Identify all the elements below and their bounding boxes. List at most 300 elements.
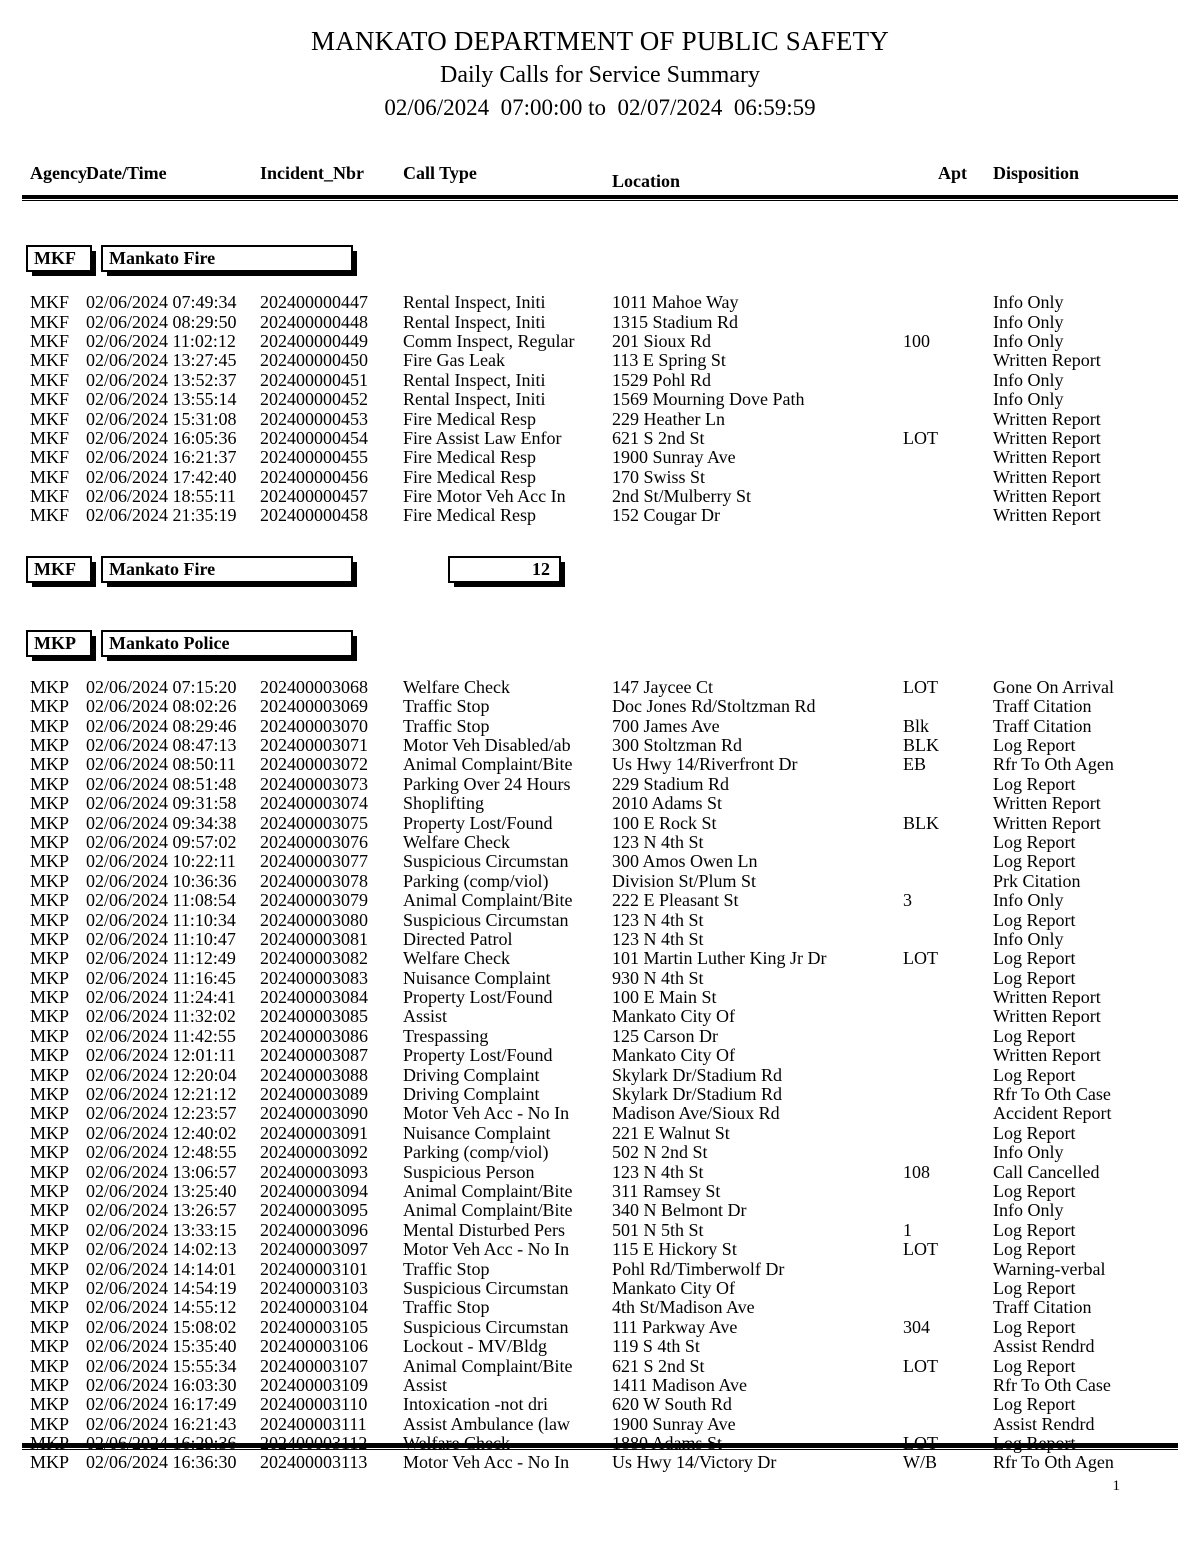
table-row (0, 949, 1200, 968)
cell-datetime: 02/06/2024 09:31:58 (86, 793, 237, 814)
cell-call-type: Fire Medical Resp (403, 466, 536, 487)
cell-incident-nbr: 202400000458 (260, 505, 368, 526)
cell-agency: MKP (30, 1336, 70, 1357)
cell-location: Mankato City Of (612, 1006, 735, 1027)
agency-groups (0, 245, 1200, 1473)
table-row (0, 332, 1200, 351)
cell-call-type: Fire Medical Resp (403, 447, 536, 468)
cell-disposition: Log Report (993, 735, 1076, 756)
cell-call-type: Property Lost/Found (403, 812, 553, 833)
cell-location: 115 E Hickory St (612, 1239, 737, 1260)
cell-disposition: Info Only (993, 369, 1064, 390)
table-row (0, 1453, 1200, 1472)
table-row (0, 313, 1200, 332)
cell-datetime: 02/06/2024 11:42:55 (86, 1025, 236, 1046)
cell-call-type: Property Lost/Found (403, 987, 553, 1008)
cell-datetime: 02/06/2024 17:42:40 (86, 466, 237, 487)
cell-location: 123 N 4th St (612, 928, 704, 949)
table-row (0, 1066, 1200, 1085)
cell-incident-nbr: 202400000455 (260, 447, 368, 468)
cell-datetime: 02/06/2024 11:08:54 (86, 890, 236, 911)
cell-datetime: 02/06/2024 07:15:20 (86, 676, 237, 697)
cell-incident-nbr: 202400003094 (260, 1181, 368, 1201)
cell-incident-nbr: 202400003090 (260, 1103, 368, 1124)
group-total-gap (0, 526, 1200, 556)
cell-disposition: Log Report (993, 1064, 1076, 1085)
cell-disposition: Written Report (993, 1006, 1101, 1027)
cell-incident-nbr: 202400003084 (260, 987, 368, 1008)
cell-agency: MKP (30, 870, 70, 891)
cell-disposition: Info Only (993, 928, 1064, 949)
cell-agency: MKF (30, 466, 70, 487)
cell-apt: 108 (903, 1161, 930, 1182)
table-row (0, 755, 1200, 774)
cell-call-type: Fire Motor Veh Acc In (403, 486, 566, 507)
group-total-name-badge: Mankato Fire (101, 556, 353, 583)
cell-location: Pohl Rd/Timberwolf Dr (612, 1258, 785, 1279)
cell-agency: MKF (30, 447, 70, 468)
cell-location: Mankato City Of (612, 1277, 735, 1298)
cell-location: 340 N Belmont Dr (612, 1200, 747, 1221)
cell-call-type: Welfare Check (403, 948, 510, 969)
report-date-range: 02/06/2024 07:00:00 to 02/07/2024 06:59:59 (384, 94, 816, 120)
table-row (0, 833, 1200, 852)
cell-agency: MKP (30, 1025, 70, 1046)
cell-location: Skylark Dr/Stadium Rd (612, 1064, 782, 1085)
cell-datetime: 02/06/2024 15:35:40 (86, 1336, 237, 1357)
cell-disposition: Log Report (993, 1122, 1076, 1143)
cell-disposition: Written Report (993, 812, 1101, 833)
cell-incident-nbr: 202400003081 (260, 928, 368, 949)
cell-apt: Blk (903, 715, 930, 736)
cell-disposition: Gone On Arrival (993, 676, 1114, 697)
table-row (0, 1298, 1200, 1317)
cell-call-type: Animal Complaint/Bite (403, 890, 573, 911)
cell-datetime: 02/06/2024 14:54:19 (86, 1277, 237, 1298)
cell-datetime: 02/06/2024 11:12:49 (86, 948, 236, 969)
table-row (0, 1104, 1200, 1123)
column-header-incident-nbr: Incident_Nbr (260, 163, 365, 184)
cell-call-type: Motor Veh Disabled/ab (403, 735, 571, 756)
cell-disposition: Info Only (993, 311, 1064, 332)
cell-agency: MKP (30, 1355, 70, 1376)
cell-location: Skylark Dr/Stadium Rd (612, 1084, 782, 1105)
table-row (0, 390, 1200, 409)
cell-disposition: Log Report (993, 773, 1076, 794)
cell-call-type: Animal Complaint/Bite (403, 1200, 573, 1221)
cell-datetime: 02/06/2024 16:36:30 (86, 1452, 237, 1473)
table-row (0, 1163, 1200, 1182)
cell-call-type: Rental Inspect, Initi (403, 292, 546, 313)
table-row (0, 1415, 1200, 1434)
cell-agency: MKP (30, 812, 70, 833)
cell-disposition: Written Report (993, 350, 1101, 371)
cell-agency: MKP (30, 754, 70, 775)
cell-call-type: Motor Veh Acc - No In (403, 1103, 570, 1124)
cell-call-type: Comm Inspect, Regular (403, 330, 575, 351)
cell-location: 170 Swiss St (612, 466, 706, 487)
cell-disposition: Log Report (993, 1433, 1076, 1454)
table-row (0, 1395, 1200, 1414)
cell-agency: MKP (30, 987, 70, 1008)
cell-datetime: 02/06/2024 13:06:57 (86, 1161, 237, 1182)
cell-apt: EB (903, 754, 927, 775)
cell-location: 125 Carson Dr (612, 1025, 718, 1046)
cell-location: 100 E Main St (612, 987, 717, 1008)
cell-incident-nbr: 202400000457 (260, 486, 368, 507)
table-row (0, 1240, 1200, 1259)
cell-disposition: Written Report (993, 505, 1101, 526)
cell-agency: MKP (30, 1413, 70, 1434)
cell-agency: MKP (30, 851, 70, 872)
cell-datetime: 02/06/2024 16:21:37 (86, 447, 237, 468)
cell-incident-nbr: 202400003068 (260, 676, 368, 697)
cell-agency: MKP (30, 1219, 70, 1240)
table-row (0, 410, 1200, 429)
table-row (0, 1085, 1200, 1104)
cell-location: Division St/Plum St (612, 870, 757, 891)
cell-call-type: Mental Disturbed Pers (403, 1219, 565, 1240)
cell-incident-nbr: 202400003085 (260, 1006, 368, 1027)
cell-agency: MKP (30, 676, 70, 697)
group-code-badge: MKF (26, 245, 92, 272)
column-header-datetime: Date/Time (86, 163, 167, 184)
cell-location: 620 W South Rd (612, 1394, 732, 1415)
cell-incident-nbr: 202400003092 (260, 1142, 368, 1163)
cell-datetime: 02/06/2024 15:31:08 (86, 408, 237, 429)
cell-datetime: 02/06/2024 13:52:37 (86, 369, 237, 390)
cell-location: Us Hwy 14/Riverfront Dr (612, 754, 798, 775)
cell-datetime: 02/06/2024 14:02:13 (86, 1239, 237, 1260)
cell-datetime: 02/06/2024 07:49:34 (86, 292, 237, 313)
cell-apt: 1 (903, 1219, 912, 1240)
cell-datetime: 02/06/2024 08:29:46 (86, 715, 237, 736)
cell-apt: LOT (903, 1239, 938, 1260)
cell-incident-nbr: 202400003079 (260, 890, 368, 911)
cell-datetime: 02/06/2024 14:55:12 (86, 1297, 237, 1318)
table-row (0, 1376, 1200, 1395)
report-title-block (0, 0, 1200, 121)
table-row (0, 1221, 1200, 1240)
page-number: 1 (1112, 1478, 1120, 1494)
cell-call-type: Parking Over 24 Hours (403, 773, 571, 794)
cell-disposition: Info Only (993, 1142, 1064, 1163)
cell-disposition: Log Report (993, 1277, 1076, 1298)
group-name-badge: Mankato Fire (101, 245, 353, 272)
footer-divider-rule (22, 1443, 1178, 1450)
cell-disposition: Written Report (993, 987, 1101, 1008)
cell-incident-nbr: 202400003113 (260, 1452, 368, 1473)
cell-disposition: Log Report (993, 1181, 1076, 1201)
cell-call-type: Motor Veh Acc - No In (403, 1239, 570, 1260)
cell-call-type: Driving Complaint (403, 1064, 540, 1085)
cell-agency: MKP (30, 696, 70, 717)
cell-agency: MKP (30, 1084, 70, 1105)
cell-agency: MKF (30, 330, 70, 351)
cell-incident-nbr: 202400003077 (260, 851, 368, 872)
cell-disposition: Traff Citation (993, 696, 1092, 717)
cell-agency: MKF (30, 292, 70, 313)
cell-disposition: Log Report (993, 1219, 1076, 1240)
cell-incident-nbr: 202400003071 (260, 735, 368, 756)
cell-datetime: 02/06/2024 09:34:38 (86, 812, 237, 833)
cell-call-type: Animal Complaint/Bite (403, 1181, 573, 1201)
cell-datetime: 02/06/2024 11:16:45 (86, 967, 236, 988)
column-header-apt: Apt (938, 163, 968, 184)
cell-apt: LOT (903, 948, 938, 969)
table-row (0, 678, 1200, 697)
cell-disposition: Assist Rendrd (993, 1413, 1095, 1434)
cell-apt: LOT (903, 427, 938, 448)
cell-agency: MKP (30, 890, 70, 911)
cell-location: Madison Ave/Sioux Rd (612, 1103, 780, 1124)
cell-disposition: Info Only (993, 292, 1064, 313)
cell-apt: BLK (903, 812, 939, 833)
cell-agency: MKF (30, 486, 70, 507)
cell-datetime: 02/06/2024 21:35:19 (86, 505, 237, 526)
cell-call-type: Suspicious Person (403, 1161, 535, 1182)
cell-location: 111 Parkway Ave (612, 1316, 738, 1337)
cell-apt: W/B (903, 1452, 937, 1473)
cell-incident-nbr: 202400003074 (260, 793, 368, 814)
cell-agency: MKP (30, 773, 70, 794)
cell-datetime: 02/06/2024 12:21:12 (86, 1084, 237, 1105)
cell-call-type: Welfare Check (403, 676, 510, 697)
cell-location: 300 Amos Owen Ln (612, 851, 758, 872)
cell-incident-nbr: 202400003088 (260, 1064, 368, 1085)
cell-call-type: Trespassing (403, 1025, 489, 1046)
column-header-location: Location (612, 171, 681, 192)
group-total-mkf (0, 556, 1200, 586)
table-row (0, 371, 1200, 390)
cell-call-type: Animal Complaint/Bite (403, 1355, 573, 1376)
cell-disposition: Call Cancelled (993, 1161, 1100, 1182)
group-total-count-badge: 12 (448, 556, 561, 583)
cell-disposition: Traff Citation (993, 1297, 1092, 1318)
cell-call-type: Traffic Stop (403, 715, 490, 736)
cell-disposition: Log Report (993, 909, 1076, 930)
column-header-agency: Agency (30, 163, 87, 184)
cell-agency: MKP (30, 1181, 70, 1201)
table-row (0, 911, 1200, 930)
cell-location: 229 Stadium Rd (612, 773, 730, 794)
cell-disposition: Written Report (993, 447, 1101, 468)
cell-call-type: Suspicious Circumstan (403, 1316, 569, 1337)
cell-location: 1411 Madison Ave (612, 1374, 747, 1395)
cell-disposition: Written Report (993, 466, 1101, 487)
cell-disposition: Rfr To Oth Agen (993, 1452, 1114, 1473)
group-header-gap (0, 275, 1200, 293)
cell-disposition: Written Report (993, 427, 1101, 448)
group-separator-gap (0, 586, 1200, 630)
cell-call-type: Property Lost/Found (403, 1045, 553, 1066)
column-header-disposition: Disposition (993, 163, 1080, 184)
cell-agency: MKP (30, 1064, 70, 1085)
cell-agency: MKP (30, 793, 70, 814)
cell-incident-nbr: 202400003086 (260, 1025, 368, 1046)
cell-location: 621 S 2nd St (612, 427, 705, 448)
cell-location: 621 S 2nd St (612, 1355, 705, 1376)
cell-agency: MKP (30, 928, 70, 949)
cell-disposition: Written Report (993, 793, 1101, 814)
cell-location: 930 N 4th St (612, 967, 704, 988)
cell-incident-nbr: 202400003106 (260, 1336, 368, 1357)
group-code-badge: MKP (26, 630, 92, 657)
cell-disposition: Log Report (993, 1316, 1076, 1337)
cell-disposition: Log Report (993, 1355, 1076, 1376)
cell-agency: MKF (30, 505, 70, 526)
cell-location: 4th St/Madison Ave (612, 1297, 755, 1318)
table-row (0, 891, 1200, 910)
table-row (0, 1046, 1200, 1065)
group-total-code-badge: MKF (26, 556, 92, 583)
cell-datetime: 02/06/2024 08:50:11 (86, 754, 236, 775)
table-row (0, 1182, 1200, 1201)
cell-call-type: Driving Complaint (403, 1084, 540, 1105)
cell-call-type: Fire Assist Law Enfor (403, 427, 562, 448)
cell-incident-nbr: 202400003076 (260, 831, 368, 852)
cell-incident-nbr: 202400003073 (260, 773, 368, 794)
cell-apt: LOT (903, 1355, 938, 1376)
cell-agency: MKF (30, 427, 70, 448)
cell-call-type: Nuisance Complaint (403, 967, 551, 988)
cell-incident-nbr: 202400000447 (260, 292, 368, 313)
table-column-headers (0, 163, 1200, 193)
cell-datetime: 02/06/2024 12:23:57 (86, 1103, 237, 1124)
cell-disposition: Log Report (993, 1239, 1076, 1260)
cell-agency: MKP (30, 735, 70, 756)
cell-call-type: Welfare Check (403, 831, 510, 852)
cell-call-type: Motor Veh Acc - No In (403, 1452, 570, 1473)
cell-incident-nbr: 202400003075 (260, 812, 368, 833)
table-row (0, 969, 1200, 988)
cell-agency: MKP (30, 1122, 70, 1143)
cell-agency: MKP (30, 948, 70, 969)
cell-incident-nbr: 202400000451 (260, 369, 368, 390)
cell-incident-nbr: 202400003082 (260, 948, 368, 969)
table-row (0, 293, 1200, 312)
cell-agency: MKP (30, 1258, 70, 1279)
cell-call-type: Traffic Stop (403, 1258, 490, 1279)
group-header-mkf (0, 245, 1200, 275)
cell-incident-nbr: 202400003109 (260, 1374, 368, 1395)
cell-agency: MKP (30, 1045, 70, 1066)
cell-incident-nbr: 202400003070 (260, 715, 368, 736)
cell-incident-nbr: 202400000454 (260, 427, 368, 448)
cell-agency: MKP (30, 967, 70, 988)
cell-datetime: 02/06/2024 11:10:34 (86, 909, 236, 930)
cell-location: 300 Stoltzman Rd (612, 735, 742, 756)
cell-disposition: Info Only (993, 389, 1064, 410)
cell-datetime: 02/06/2024 15:55:34 (86, 1355, 237, 1376)
cell-datetime: 02/06/2024 16:05:36 (86, 427, 237, 448)
cell-datetime: 02/06/2024 15:08:02 (86, 1316, 237, 1337)
cell-call-type: Fire Gas Leak (403, 350, 505, 371)
cell-incident-nbr: 202400003103 (260, 1277, 368, 1298)
cell-incident-nbr: 202400003069 (260, 696, 368, 717)
table-row (0, 1279, 1200, 1298)
table-row (0, 1027, 1200, 1046)
cell-call-type: Assist (403, 1374, 448, 1395)
cell-datetime: 02/06/2024 12:20:04 (86, 1064, 237, 1085)
cell-call-type: Assist Ambulance (law (403, 1413, 570, 1434)
cell-apt: LOT (903, 676, 938, 697)
cell-incident-nbr: 202400003105 (260, 1316, 368, 1337)
cell-disposition: Traff Citation (993, 715, 1092, 736)
cell-disposition: Assist Rendrd (993, 1336, 1095, 1357)
table-row (0, 988, 1200, 1007)
table-row (0, 775, 1200, 794)
cell-disposition: Info Only (993, 890, 1064, 911)
cell-datetime: 02/06/2024 08:02:26 (86, 696, 237, 717)
table-row (0, 697, 1200, 716)
cell-agency: MKF (30, 350, 70, 371)
table-row (0, 429, 1200, 448)
cell-location: Us Hwy 14/Victory Dr (612, 1452, 777, 1473)
cell-location: 101 Martin Luther King Jr Dr (612, 948, 827, 969)
cell-incident-nbr: 202400003107 (260, 1355, 368, 1376)
cell-agency: MKP (30, 1316, 70, 1337)
cell-location: 113 E Spring St (612, 350, 726, 371)
cell-incident-nbr: 202400003095 (260, 1200, 368, 1221)
table-row (0, 1337, 1200, 1356)
table-row (0, 930, 1200, 949)
cell-disposition: Log Report (993, 831, 1076, 852)
cell-call-type: Suspicious Circumstan (403, 851, 569, 872)
cell-disposition: Written Report (993, 1045, 1101, 1066)
cell-apt: BLK (903, 735, 939, 756)
table-row (0, 794, 1200, 813)
cell-incident-nbr: 202400003112 (260, 1433, 368, 1454)
cell-location: 100 E Rock St (612, 812, 717, 833)
cell-location: 147 Jaycee Ct (612, 676, 713, 697)
cell-location: 501 N 5th St (612, 1219, 704, 1240)
cell-datetime: 02/06/2024 10:36:36 (86, 870, 237, 891)
cell-agency: MKP (30, 715, 70, 736)
cell-incident-nbr: 202400003101 (260, 1258, 368, 1279)
cell-location: 123 N 4th St (612, 909, 704, 930)
cell-disposition: Written Report (993, 486, 1101, 507)
cell-agency: MKF (30, 389, 70, 410)
cell-disposition: Log Report (993, 851, 1076, 872)
cell-incident-nbr: 202400000453 (260, 408, 368, 429)
table-row (0, 1357, 1200, 1376)
cell-location: 2nd St/Mulberry St (612, 486, 752, 507)
header-gap (0, 201, 1200, 245)
cell-call-type: Suspicious Circumstan (403, 909, 569, 930)
cell-agency: MKP (30, 1006, 70, 1027)
table-row (0, 852, 1200, 871)
cell-location: 1880 Adams St (612, 1433, 723, 1454)
cell-call-type: Rental Inspect, Initi (403, 369, 546, 390)
table-row (0, 468, 1200, 487)
cell-agency: MKP (30, 1394, 70, 1415)
cell-agency: MKP (30, 1103, 70, 1124)
table-row (0, 351, 1200, 370)
cell-datetime: 02/06/2024 11:24:41 (86, 987, 236, 1008)
cell-disposition: Log Report (993, 948, 1076, 969)
cell-incident-nbr: 202400003072 (260, 754, 368, 775)
table-row (0, 717, 1200, 736)
cell-agency: MKP (30, 1374, 70, 1395)
cell-agency: MKP (30, 1277, 70, 1298)
cell-incident-nbr: 202400000448 (260, 311, 368, 332)
cell-disposition: Accident Report (993, 1103, 1112, 1124)
cell-datetime: 02/06/2024 13:55:14 (86, 389, 237, 410)
group-header-mkp (0, 630, 1200, 660)
cell-location: 1529 Pohl Rd (612, 369, 712, 390)
cell-location: 1900 Sunray Ave (612, 447, 736, 468)
